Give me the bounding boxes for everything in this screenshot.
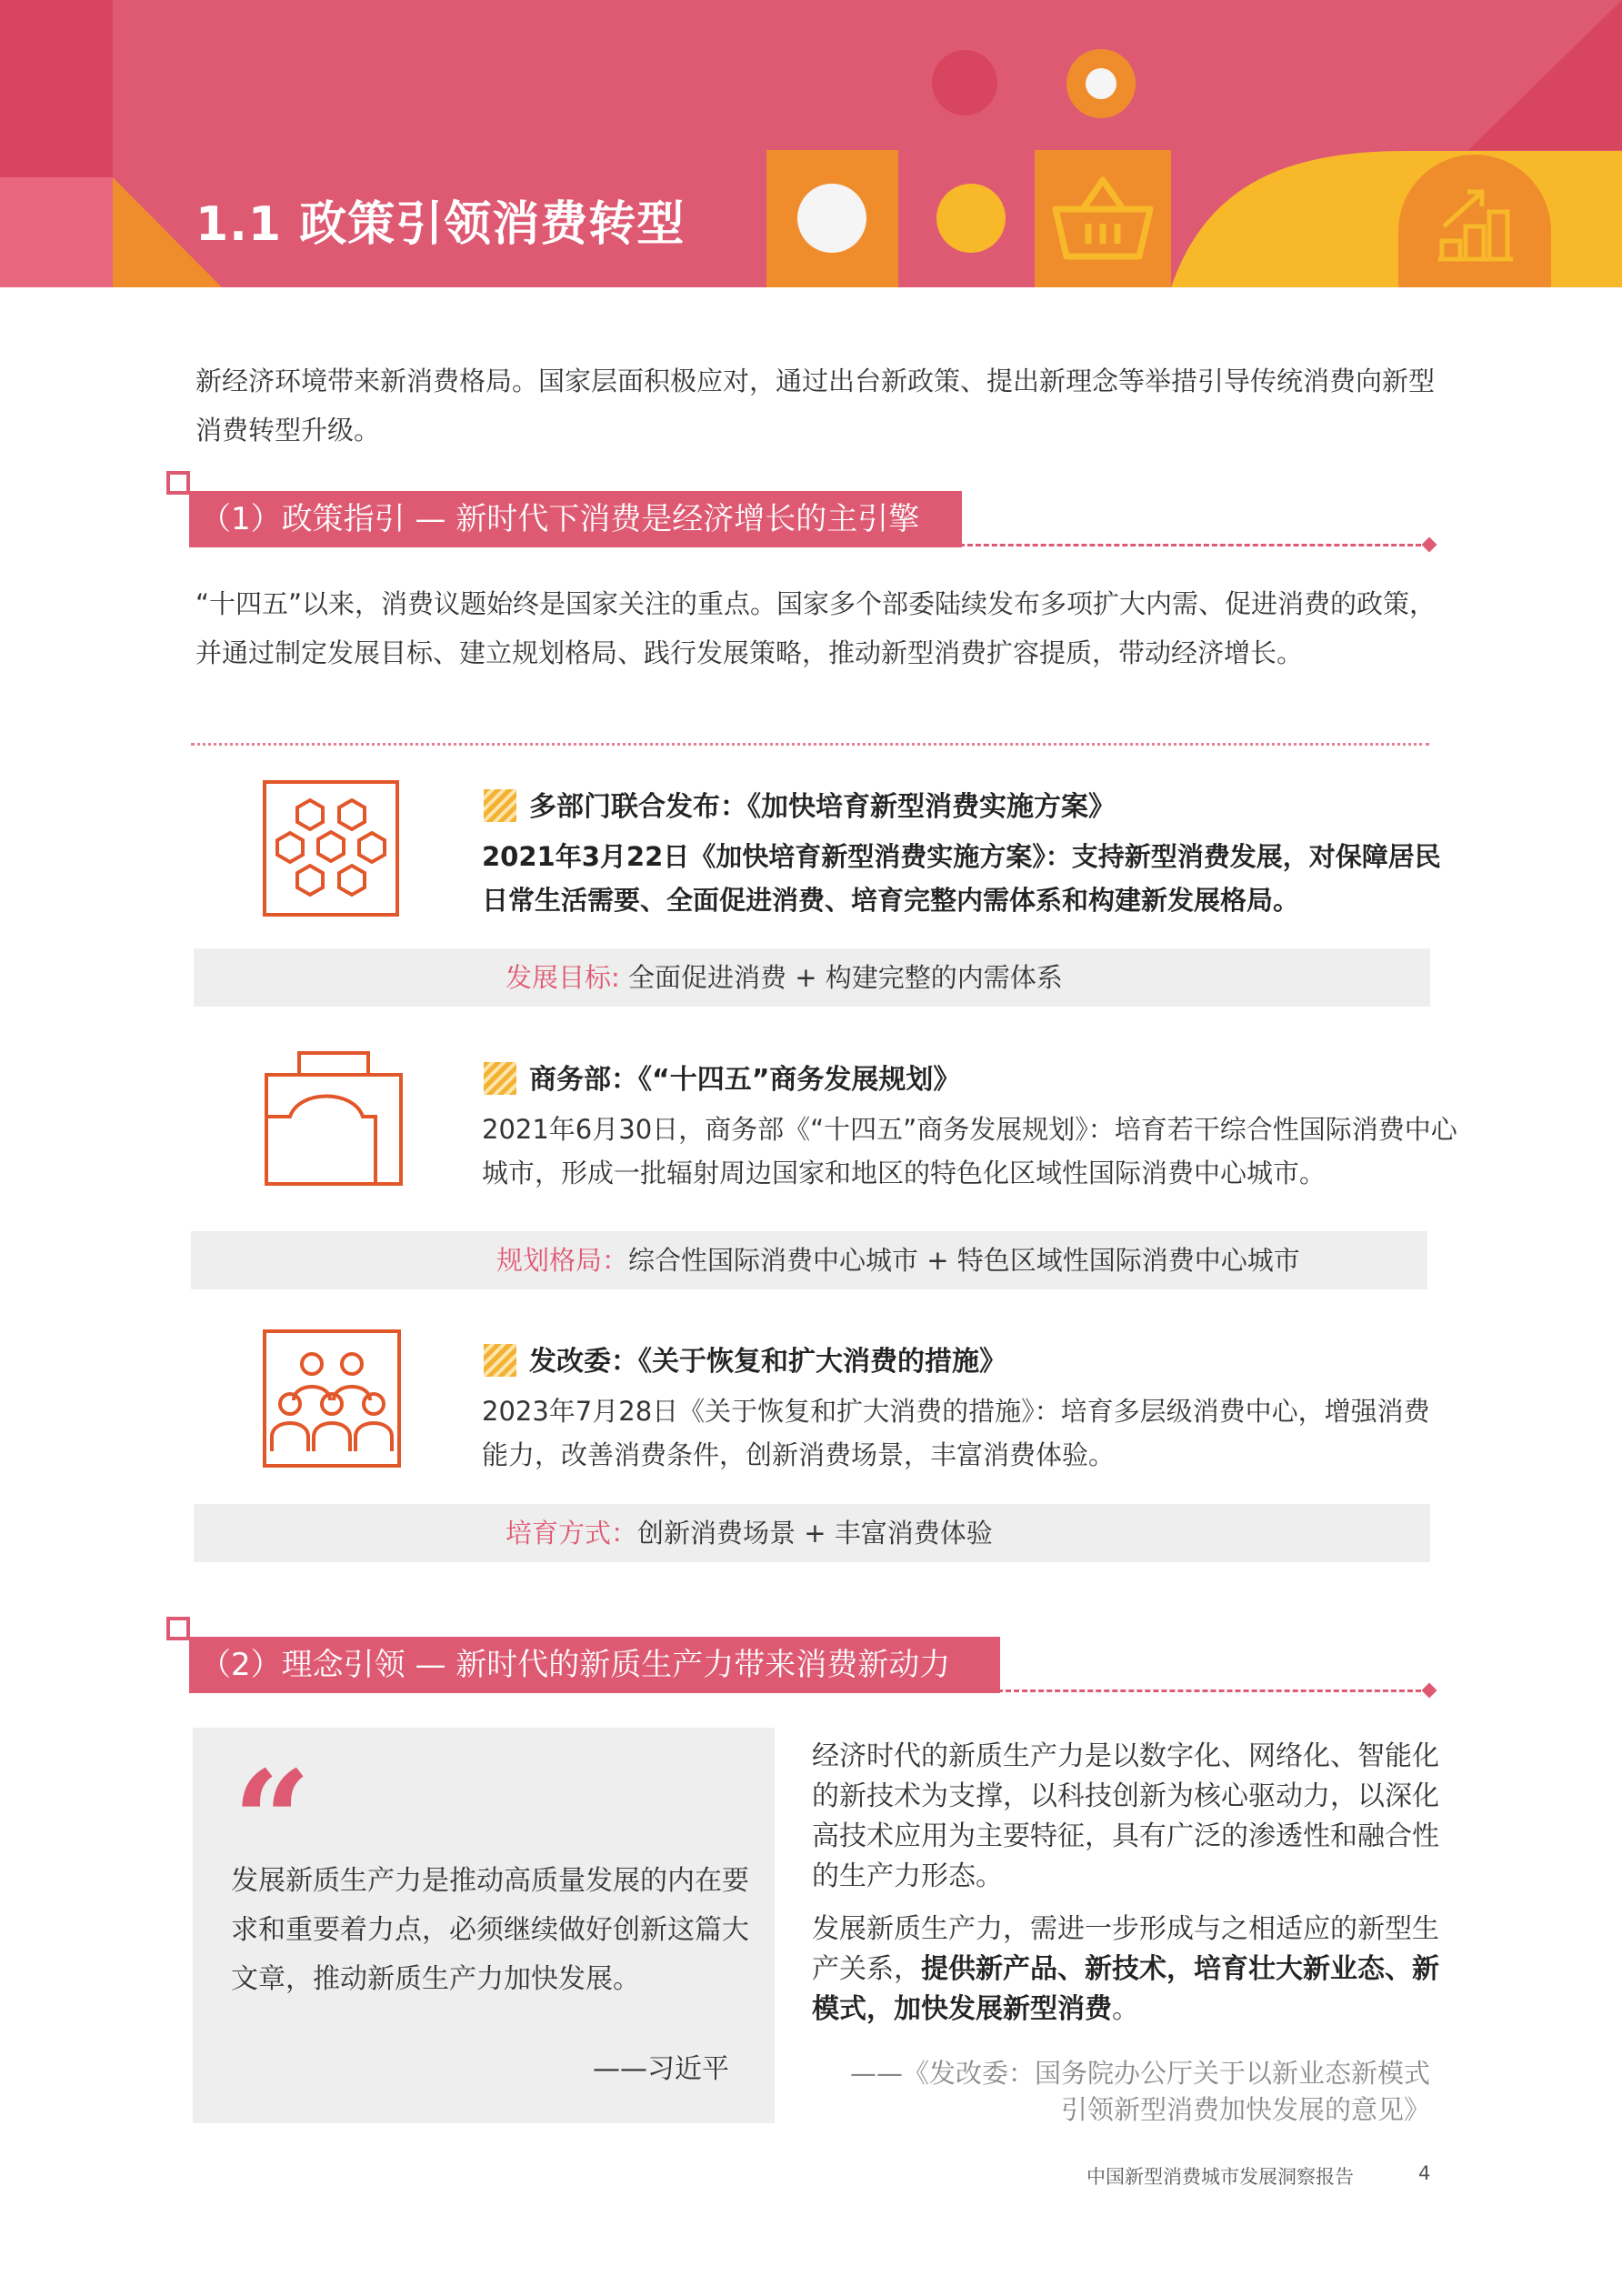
quote-author: ——习近平 <box>593 2053 729 2085</box>
banner-block <box>0 177 113 287</box>
item3-description: 2023年7月28日《关于恢复和扩大消费的措施》：培育多层级消费中心，增强消费能力，改善消费条件，创新消费场景，丰富消费体验。 <box>482 1396 1430 1470</box>
item1-summary-bar <box>194 948 1430 1007</box>
section1-dashed-line <box>951 544 1429 546</box>
section2-paragraph-2 <box>812 1910 1453 2030</box>
summary-label: 发展目标: <box>506 962 628 993</box>
briefcase-folder-icon <box>263 1049 404 1188</box>
summary-value: 全面促进消费 + 构建完整的内需体系 <box>628 962 1063 993</box>
item3-title-text: 发改委：《关于恢复和扩大消费的措施》 <box>529 1346 1006 1378</box>
summary-label: 培育方式： <box>506 1518 638 1549</box>
item2-title <box>484 1057 960 1097</box>
banner-circle <box>932 50 997 115</box>
basket-icon <box>1050 173 1156 264</box>
item2-summary-bar <box>191 1231 1427 1289</box>
hexagon-network-icon <box>263 780 399 917</box>
banner-yellow-shape <box>1171 145 1622 287</box>
banner-block <box>0 0 113 177</box>
page-title: 1.1 政策引领消费转型 <box>195 197 686 252</box>
summary-value: 综合性国际消费中心城市 + 特色区域性国际消费中心城市 <box>628 1245 1300 1276</box>
quote-text: 发展新质生产力是推动高质量发展的内在要求和重要着力点，必须继续做好创新这篇大文章，推动新质生产力加快发展。 <box>231 1865 749 1995</box>
header-banner <box>0 0 1622 287</box>
stripe-marker-icon <box>484 1344 516 1377</box>
section2-heading: （2）理念引领 — 新时代的新质生产力带来消费新动力 <box>189 1637 1000 1693</box>
section-corner <box>166 471 190 495</box>
para2-bold-text: 提供新产品、新技术，培育壮大新业态、新模式，加快发展新型消费 <box>812 1953 1439 2025</box>
footer-report-title: 中国新型消费城市发展洞察报告 <box>1086 2166 1354 2188</box>
item2-description: 2021年6月30日，商务部《“十四五”商务发展规划》：培育若干综合性国际消费中心城市，形成一批辐射周边国家和地区的特色化区域性国际消费中心城市。 <box>482 1114 1457 1188</box>
section1-diamond <box>1422 537 1437 553</box>
section2-right-column <box>812 1737 1453 2042</box>
stripe-marker-icon <box>484 789 516 822</box>
para2-end: 。 <box>1112 1993 1139 2025</box>
section2-paragraph-1: 经济时代的新质生产力是以数字化、网络化、智能化的新技术为支撑，以科技创新为核心驱动力，以深化高技术应用为主要特征，具有广泛的渗透性和融合性的生产力形态。 <box>812 1740 1439 1892</box>
section1-paragraph: “十四五”以来，消费议题始终是国家关注的重点。国家多个部委陆续发布多项扩大内需、促进消费的政策，并通过制定发展目标、建立规划格局、践行发展策略，推动新型消费扩容提质，带动经济增长。 <box>195 588 1437 668</box>
para2-text: 发展新质生产力，需进一步形成与之相适应的新型生产关系， <box>812 1913 1439 1985</box>
section2-dashed-line <box>989 1689 1429 1692</box>
item2-title-text: 商务部：《“十四五”商务发展规划》 <box>529 1064 961 1096</box>
item3-summary-bar <box>194 1504 1430 1562</box>
section-corner <box>166 1617 190 1640</box>
section2-diamond <box>1422 1683 1437 1699</box>
summary-label: 规划格局： <box>496 1245 629 1276</box>
source-line-2: 引领新型消费加快发展的意见》 <box>1060 2094 1430 2125</box>
item1-description: 2021年3月22日《加快培育新型消费实施方案》：支持新型消费发展，对保障居民日常生活需要、全面促进消费、培育完整内需体系和构建新发展格局。 <box>482 841 1441 916</box>
page-number: 4 <box>1418 2162 1431 2184</box>
stripe-marker-icon <box>484 1062 516 1095</box>
banner-triangle <box>1405 0 1622 150</box>
source-citation <box>812 2055 1430 2128</box>
banner-circle <box>936 184 1006 253</box>
growth-chart-icon <box>1435 186 1517 263</box>
source-line-1: ——《发改委：国务院办公厅关于以新业态新模式 <box>849 2058 1430 2089</box>
summary-value: 创新消费场景 + 丰富消费体验 <box>637 1518 993 1549</box>
section1-heading: （1）政策指引 — 新时代下消费是经济增长的主引擎 <box>189 491 962 547</box>
item1-title <box>484 784 1116 824</box>
item1-title-text: 多部门联合发布：《加快培育新型消费实施方案》 <box>529 791 1116 823</box>
item3-title <box>484 1338 1006 1379</box>
dotted-divider <box>191 743 1429 746</box>
banner-circle <box>797 184 866 253</box>
banner-circle <box>1086 68 1116 99</box>
intro-paragraph: 新经济环境带来新消费格局。国家层面积极应对，通过出台新政策、提出新理念等举措引导传统消费向新型消费转型升级。 <box>195 366 1436 446</box>
people-group-icon <box>263 1329 401 1468</box>
quote-box <box>193 1728 775 2123</box>
quote-mark-icon: “ <box>233 1741 312 1901</box>
